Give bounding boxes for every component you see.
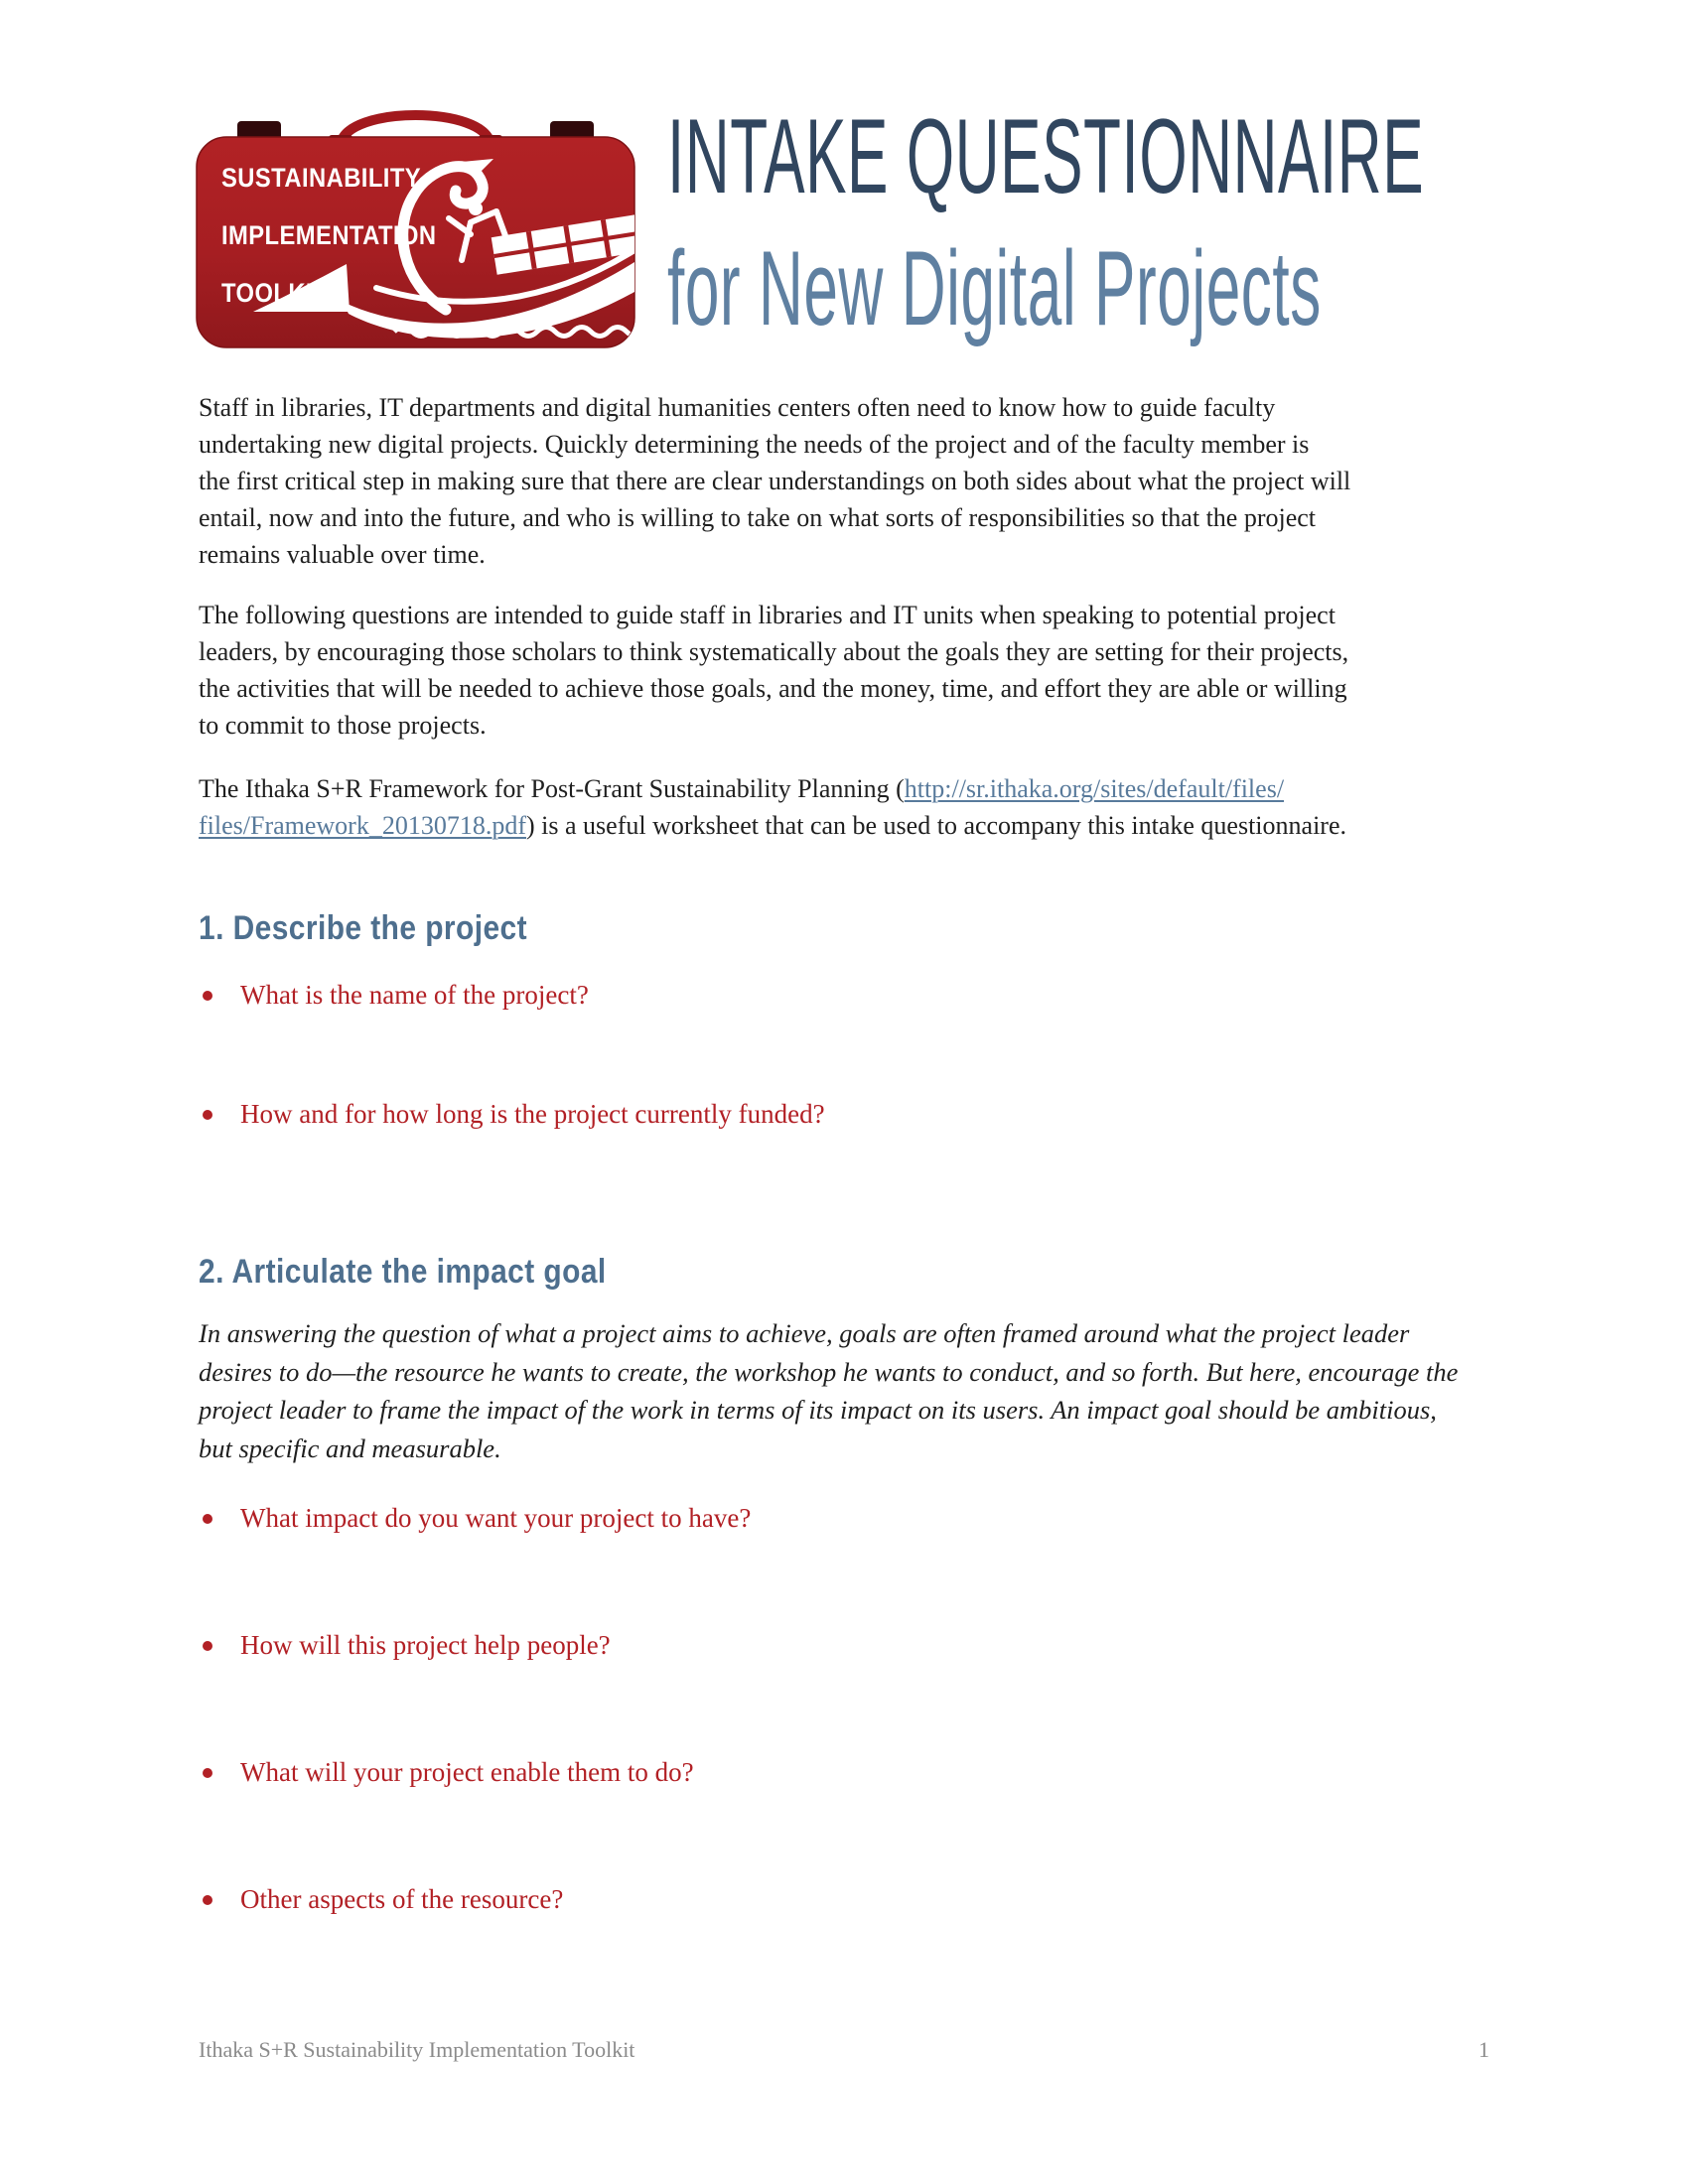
framework-text-after-link: ) is a useful worksheet that can be used to accompany this intake questionnaire. — [526, 811, 1346, 840]
framework-pdf-link[interactable] — [905, 774, 1284, 803]
intro-paragraph-3 — [199, 770, 1609, 844]
paragraph-line: to commit to those projects. — [199, 711, 487, 740]
question-project-name — [199, 977, 589, 1014]
page-footer — [199, 2037, 1489, 2063]
framework-pdf-link-part2: files/Framework_20130718.pdf — [199, 811, 527, 840]
framework-pdf-link-part1: http://sr.ithaka.org/sites/default/files/ — [904, 774, 1285, 803]
paragraph-line: the activities that will be needed to achieve those goals, and the money, time, and effort they are able or willing — [199, 674, 1347, 703]
paragraph-line: Staff in libraries, IT departments and digital humanities centers often need to know how to guide faculty — [199, 393, 1276, 422]
paragraph-line — [199, 807, 1609, 844]
question-text: How and for how long is the project currently funded? — [240, 1099, 825, 1129]
intro-paragraph-1 — [199, 389, 1609, 573]
question-text: Other aspects of the resource? — [240, 1884, 564, 1914]
logo-text-sustainability: SUSTAINABILITY — [221, 163, 422, 193]
page-number: 1 — [1478, 2037, 1489, 2062]
note-line: but specific and measurable. — [199, 1433, 501, 1463]
bullet-icon — [203, 1768, 212, 1778]
section-1-heading: 1. Describe the project — [199, 909, 528, 947]
logo-text-implementation: IMPLEMENTATION — [221, 220, 437, 250]
paragraph-line: entail, now and into the future, and who is willing to take on what sorts of responsibilities so that the project — [199, 503, 1317, 532]
logo-text-toolkit: TOOLKIT — [221, 278, 328, 308]
bullet-icon — [203, 991, 212, 1001]
paragraph-line: remains valuable over time. — [199, 540, 486, 569]
paragraph-line: the first critical step in making sure that there are clear understandings on both sides about what the project will — [199, 467, 1351, 495]
framework-text-before-link: The Ithaka S+R Framework for Post-Grant Sustainability Planning ( — [199, 774, 905, 803]
paragraph-line: undertaking new digital projects. Quickly determining the needs of the project and of the faculty member is — [199, 430, 1310, 459]
note-line: In answering the question of what a project aims to achieve, goals are often framed around what the project leader — [199, 1318, 1410, 1348]
question-text: What impact do you want your project to have? — [240, 1503, 752, 1533]
framework-pdf-link[interactable] — [199, 811, 526, 840]
section-2-heading: 2. Articulate the impact goal — [199, 1253, 607, 1291]
question-project-funding — [199, 1096, 825, 1133]
bullet-icon — [203, 1641, 212, 1651]
bullet-icon — [203, 1514, 212, 1524]
question-text: What is the name of the project? — [240, 980, 589, 1010]
footer-title: Ithaka S+R Sustainability Implementation Toolkit — [199, 2037, 635, 2062]
question-text: How will this project help people? — [240, 1630, 611, 1660]
bullet-icon — [203, 1110, 212, 1120]
paragraph-line — [199, 770, 1609, 807]
paragraph-line: leaders, by encouraging those scholars to think systematically about the goals they are setting for their projects, — [199, 637, 1349, 666]
note-line: project leader to frame the impact of the work in terms of its impact on its users. An impact goal should be ambitious, — [199, 1395, 1437, 1425]
question-other-aspects — [199, 1881, 563, 1918]
question-help-people — [199, 1627, 611, 1664]
page-title-line2: for New Digital Projects — [667, 228, 1322, 347]
question-text: What will your project enable them to do? — [240, 1757, 694, 1787]
sustainability-toolkit-logo — [196, 97, 635, 348]
intro-paragraph-2 — [199, 597, 1609, 744]
bullet-icon — [203, 1895, 212, 1905]
question-impact — [199, 1500, 751, 1537]
note-line: desires to do—the resource he wants to create, the workshop he wants to conduct, and so forth. But here, encourage the — [199, 1356, 1459, 1387]
page-title-line1: INTAKE QUESTIONNAIRE — [667, 96, 1425, 215]
question-enable — [199, 1754, 694, 1791]
section-2-note — [199, 1314, 1609, 1467]
paragraph-line: The following questions are intended to guide staff in libraries and IT units when speaking to potential project — [199, 601, 1336, 629]
